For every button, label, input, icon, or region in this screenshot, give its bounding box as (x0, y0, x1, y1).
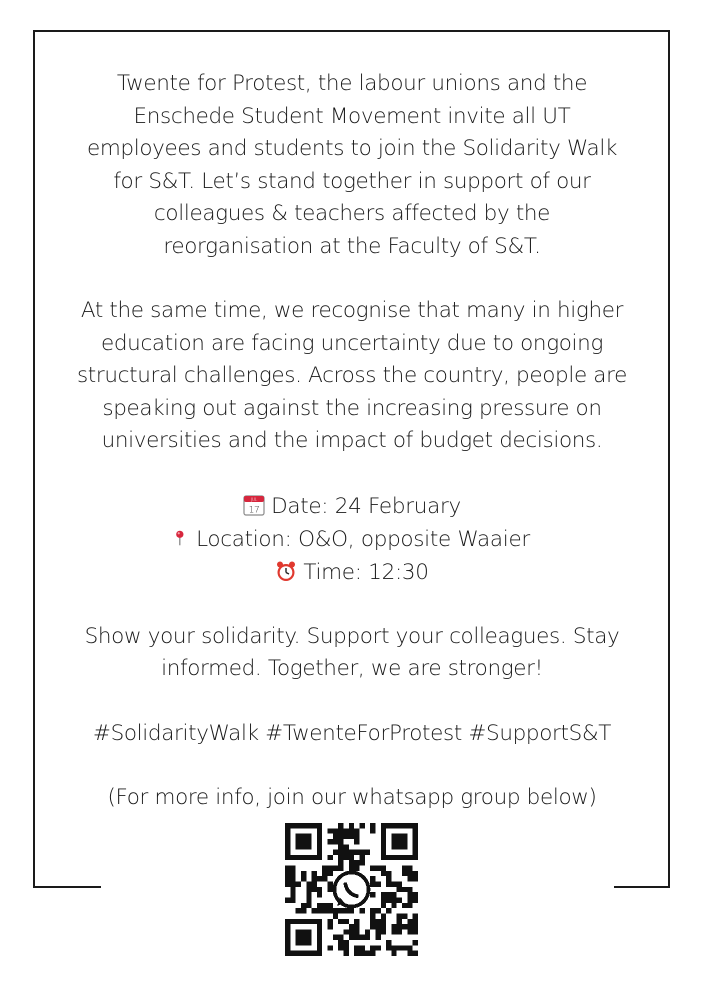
frame-border-top (33, 30, 670, 32)
frame-border-right (668, 30, 670, 888)
calendar-icon-month: JUL (250, 497, 258, 503)
more-info-text: (For more info, join our whatsapp group below) (107, 785, 597, 810)
pushpin-icon (174, 527, 190, 549)
call-line: Show your solidarity. Support your colleagues. Stay (84, 623, 620, 649)
context-line: universities and the impact of budget decisions. (101, 428, 603, 453)
context-line: speaking out against the increasing pressure on (102, 395, 602, 421)
time-text: Time: 12:30 (303, 559, 429, 585)
location-line (40, 523, 664, 556)
event-details (40, 490, 664, 589)
context-line: At the same time, we recognise that many in higher (80, 298, 624, 323)
context-paragraph (40, 295, 664, 458)
intro-line: for S&T. Let’s stand together in support of our (113, 168, 591, 194)
context-line: structural challenges. Across the country, people are (76, 363, 628, 388)
intro-line: Enschede Student Movement invite all UT (133, 103, 571, 129)
call-paragraph (40, 621, 664, 686)
calendar-icon (243, 494, 265, 516)
date-line (40, 490, 664, 523)
hashtags: #SolidarityWalk #TwenteForProtest #SupportS&T (92, 720, 612, 746)
intro-line: reorganisation at the Faculty of S&T. (163, 233, 541, 259)
date-text: Date: 24 February (271, 493, 461, 519)
whatsapp-qr-code[interactable] (285, 823, 418, 956)
location-text: Location: O&O, opposite Waaier (196, 526, 530, 552)
calendar-icon-day: 17 (248, 505, 260, 515)
intro-line: colleagues & teachers affected by the (153, 201, 551, 226)
frame-border-left (33, 30, 35, 888)
intro-line: Twente for Protest, the labour unions and the (116, 71, 588, 96)
call-line: informed. Together, we are stronger! (161, 656, 543, 681)
frame-border-bottom-right (614, 886, 670, 888)
flyer-content (40, 68, 664, 815)
intro-paragraph (40, 68, 664, 263)
alarm-clock-icon (275, 560, 297, 582)
time-line (40, 556, 664, 589)
context-line: education are facing uncertainty due to ongoing (101, 330, 603, 356)
frame-border-bottom-left (33, 886, 101, 888)
intro-line: employees and students to join the Solidarity Walk (86, 136, 618, 161)
